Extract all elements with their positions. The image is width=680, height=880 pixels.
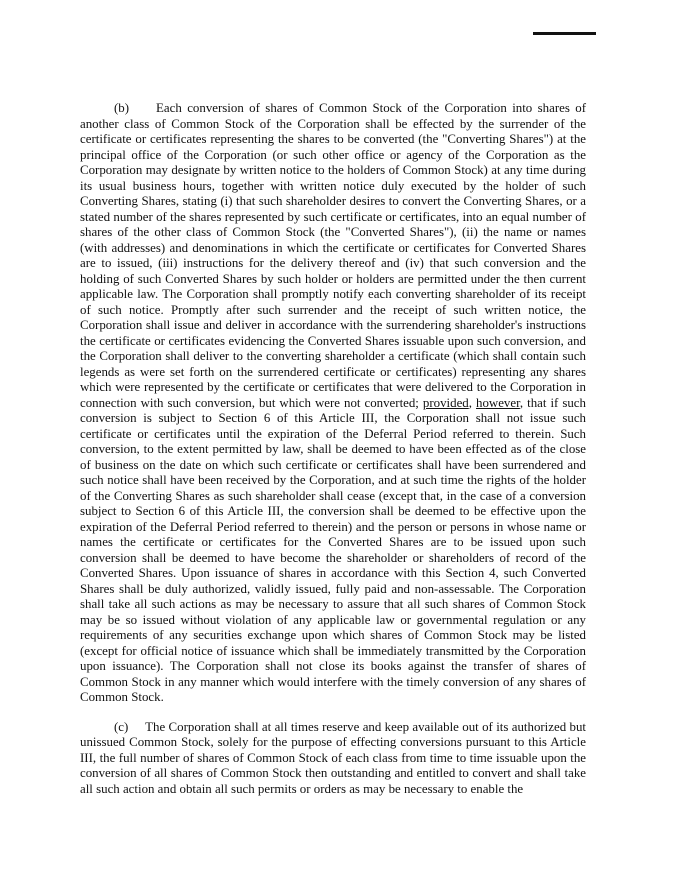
paragraph-b-label: (b) xyxy=(114,101,130,115)
paragraph-c xyxy=(80,720,586,798)
paragraph-b-text-2: , that if such conversion is subject to Section 6 of this Article III, the Corporation shall not issue such certificate or certificates until the expiration of the Deferral Period referred to therein. Such conversion, to the extent permitted by law, shall be deemed to have been effected as of the close of business on the date on which such certificate or certificates shall have been surrendered and such notice shall have been received by the Corporation, and at such time the rights of the holder of the Converting Shares as such shareholder shall cease (except that, in the case of a conversion subject to Section 6 of this Article III, the conversion shall be deemed to be effective upon the expiration of the Deferral Period referred to therein) and the person or persons in whose name or names the certificate or certificates for the Converted Shares are to be issued upon such conversion shall be deemed to have become the shareholder or shareholders of record of the Converted Shares. Upon issuance of shares in accordance with this Section 4, such Converted Shares shall be duly authorized, validly issued, fully paid and non-assessable. The Corporation shall take all such actions as may be necessary to assure that all such shares of Common Stock may be so issued without violation of any applicable law or governmental regulation or any requirements of any securities exchange upon which shares of Common Stock may be listed (except for official notice of issuance which shall be immediately transmitted by the Corporation upon issuance). The Corporation shall not close its books against the transfer of shares of Common Stock in any manner which would interfere with the timely conversion of any shares of Common Stock. xyxy=(80,395,586,704)
proviso-however: however xyxy=(476,395,520,410)
proviso-separator: , xyxy=(468,395,472,410)
paragraph-c-label: (c) xyxy=(114,719,129,734)
document-body xyxy=(80,101,586,797)
paragraph-b xyxy=(80,101,586,706)
header-rule xyxy=(533,32,596,35)
proviso-provided: provided xyxy=(422,395,469,410)
paragraph-c-text: The Corporation shall at all times reserve and keep available out of its authorized but unissued Common Stock, solely for the purpose of effecting conversions pursuant to this Article III, the full number of shares of Common Stock of each class from time to time issuable upon the conversion of all shares of Common Stock then outstanding and entitled to convert and shall take all such action and obtain all such permits or orders as may be necessary to enable the xyxy=(80,719,586,796)
paragraph-b-text-1: Each conversion of shares of Common Stock of the Corporation into shares of another class of Common Stock of the Corporation shall be effected by the surrender of the certificate or certificates representing the shares to be converted (the "Converting Shares") at the principal office of the Corporation (or such other office or agency of the Corporation as the Corporation may designate by written notice to the holders of Common Stock) at any time during its usual business hours, together with written notice duly executed by the holder of such Converting Shares, stating (i) that such shareholder desires to convert the Converting Shares, or a stated number of the shares represented by such certificate or certificates, into an equal number of shares of the other class of Common Stock (the "Converted Shares"), (ii) the name or names (with addresses) and denominations in which the certificate or certificates for Converted Shares are to issued, (iii) instructions for the delivery thereof and (iv) that such conversion and the holding of such Converted Shares by such holder or holders are permitted under the then current applicable law. The Corporation shall promptly notify each converting shareholder of its receipt of such notice. Promptly after such surrender and the receipt of such written notice, the Corporation shall issue and deliver in accordance with the surrendering shareholder's instructions the certificate or certificates evidencing the Converted Shares issuable upon such conversion, and the Corporation shall deliver to the converting shareholder a certificate (which shall contain such legends as were set forth on the surrendered certificate or certificates) representing any shares which were represented by the certificate or certificates that were delivered to the Corporation in connection with such conversion, but which were not converted; xyxy=(80,101,586,410)
